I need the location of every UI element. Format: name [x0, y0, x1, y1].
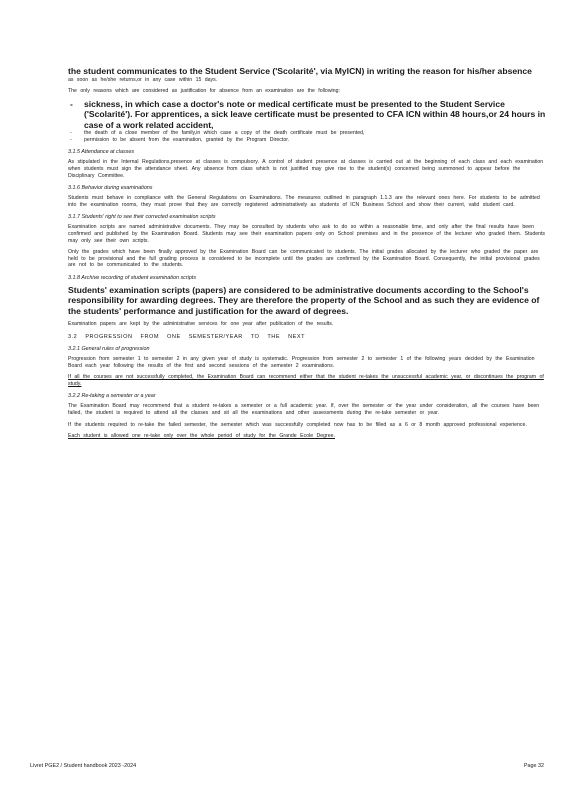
intro-line-2: as soon as he/she returns,or in any case within 15 days.	[68, 76, 218, 83]
archive-paragraph-big: Students' examination scripts (papers) are considered to be administrative documents according to the School's responsibility for awarding degrees. They are therefore the property of the School and as such they are evidence of the students' performance and justification for the award of degrees.	[68, 284, 540, 316]
intro-line-1: the student communicates to the Student Service ('Scolarité', via MyICN) in writing the reason for his/her absence	[68, 66, 532, 76]
scripts-rights-paragraph-2: Only the grades which have been finally approved by the Examination Board can be communicated to students. The initial grades allocated by the lecturer who graded the paper are held to be provisional and the full grading process is considered to be incomplete until the grades are confirmed by the Examination Board. Consequently, the initial provisional grades are not to be communicated to the students.	[68, 249, 540, 269]
absence-reasons-list	[68, 99, 548, 144]
absence-reasons-text: The only reasons which are considered as justification for absence from an examination are the following:	[68, 88, 340, 95]
section-heading-scripts-rights: 3.1.7 Students' right to see their corrected examination scripts	[68, 214, 216, 221]
document-page	[68, 66, 548, 440]
section-heading-archive: 3.1.8 Archive recording of student examination scripts	[68, 274, 197, 281]
section-heading-retaking: 3.2.2 Re-taking a semester or a year	[68, 393, 156, 400]
list-item-text: permission to be absent from the examination, granted by the Program Director.	[84, 136, 290, 143]
footer-page-number: Page 32	[523, 763, 544, 769]
general-rules-paragraph-2: If all the courses are not successfully completed, the Examination Board can recommend either that the student re-takes the unsuccessful academic year, or discontinues the program of study.	[68, 374, 544, 387]
attendance-paragraph: As stipulated in the Internal Regulations,presence at classes is compulsory. A control of student presence at classes is carried out at the beginning of each class and each examination when students must sign the attendance sheet. Any absence from class which is not justified may give rise to the student(s) concerned being summoned to appear before the Disciplinary Committee.	[68, 159, 544, 179]
retaking-paragraph-2: If the students required to re-take the failed semester, the semester which was successfully completed now has to be filled as a 6 or 8 month approved professional experience.	[68, 421, 527, 428]
section-heading-progression: 3.2 PROGRESSION FROM ONE SEMESTER/YEAR TO THE NEXT	[68, 334, 306, 340]
bullet-dash-icon: -	[70, 130, 72, 137]
list-item	[68, 99, 548, 131]
retaking-paragraph-3	[68, 433, 548, 440]
section-heading-general-rules: 3.2.1 General rules of progression	[68, 346, 150, 352]
general-rules-paragraph-1: Progression from semester 1 to semester 2 in any given year of study is systematic. Progression from semester 2 to semester 1 of the following years decided by the Examination Board each year following the results of the first and second sessions of the semester 2 examinations.	[68, 356, 535, 369]
list-item-text: the death of a close member of the family,in which case a copy of the death certificate must be presented,	[84, 130, 365, 137]
page-footer	[30, 763, 544, 769]
section-heading-attendance: 3.1.5 Attendance at classes	[68, 149, 135, 156]
scripts-rights-paragraph-1: Examination scripts are named administrative documents. They may be consulted by students who ask to do so within a reasonable time, and only after the final results have been confirmed and published by the Examination Board. Students may see their examination papers only on School premises and in the presence of the lecturer who graded them. Students may only see their own scripts.	[68, 224, 546, 244]
footer-handbook-title: Livret PGE2 / Student handbook 2023 -2024	[30, 763, 137, 769]
list-item	[68, 137, 548, 144]
list-item	[68, 130, 548, 137]
bullet-dash-icon: -	[70, 136, 72, 143]
retaking-paragraph-3-text: Each student is allowed one re-take only over the whole period of study for the Grande Ecole Degree.	[68, 433, 335, 440]
section-heading-behavior: 3.1.6 Behavior during examinations	[68, 185, 153, 192]
retaking-paragraph-1: The Examination Board may recommend that a student re-takes a semester or a full academic year. If, over the semester or the year under consideration, all the courses have been failed, the student is required to attend all the classes and sit all the examinations and other assessments during the re-take semester or year.	[68, 403, 540, 416]
behavior-paragraph: Students must behave in compliance with the General Regulations on Examinations. The measures outlined in paragraph 1.1.3 are the relevant ones here. For students to be admitted into the examination rooms, they must prove that they are correctly registered administratively as students of ICN Business School and show their current, valid student card.	[68, 195, 540, 208]
list-item-text: sickness, in which case a doctor's note or medical certificate must be presented to the Student Service ('Scolarité'). For apprentices, a sick leave certificate must be presented to CFA ICN within 48 hours,or 24 hours in case of a work related accident,	[84, 98, 546, 130]
bullet-dash-icon: -	[70, 98, 73, 109]
archive-paragraph-small: Examination papers are kept by the administrative services for one year after publication of the results.	[68, 321, 334, 328]
